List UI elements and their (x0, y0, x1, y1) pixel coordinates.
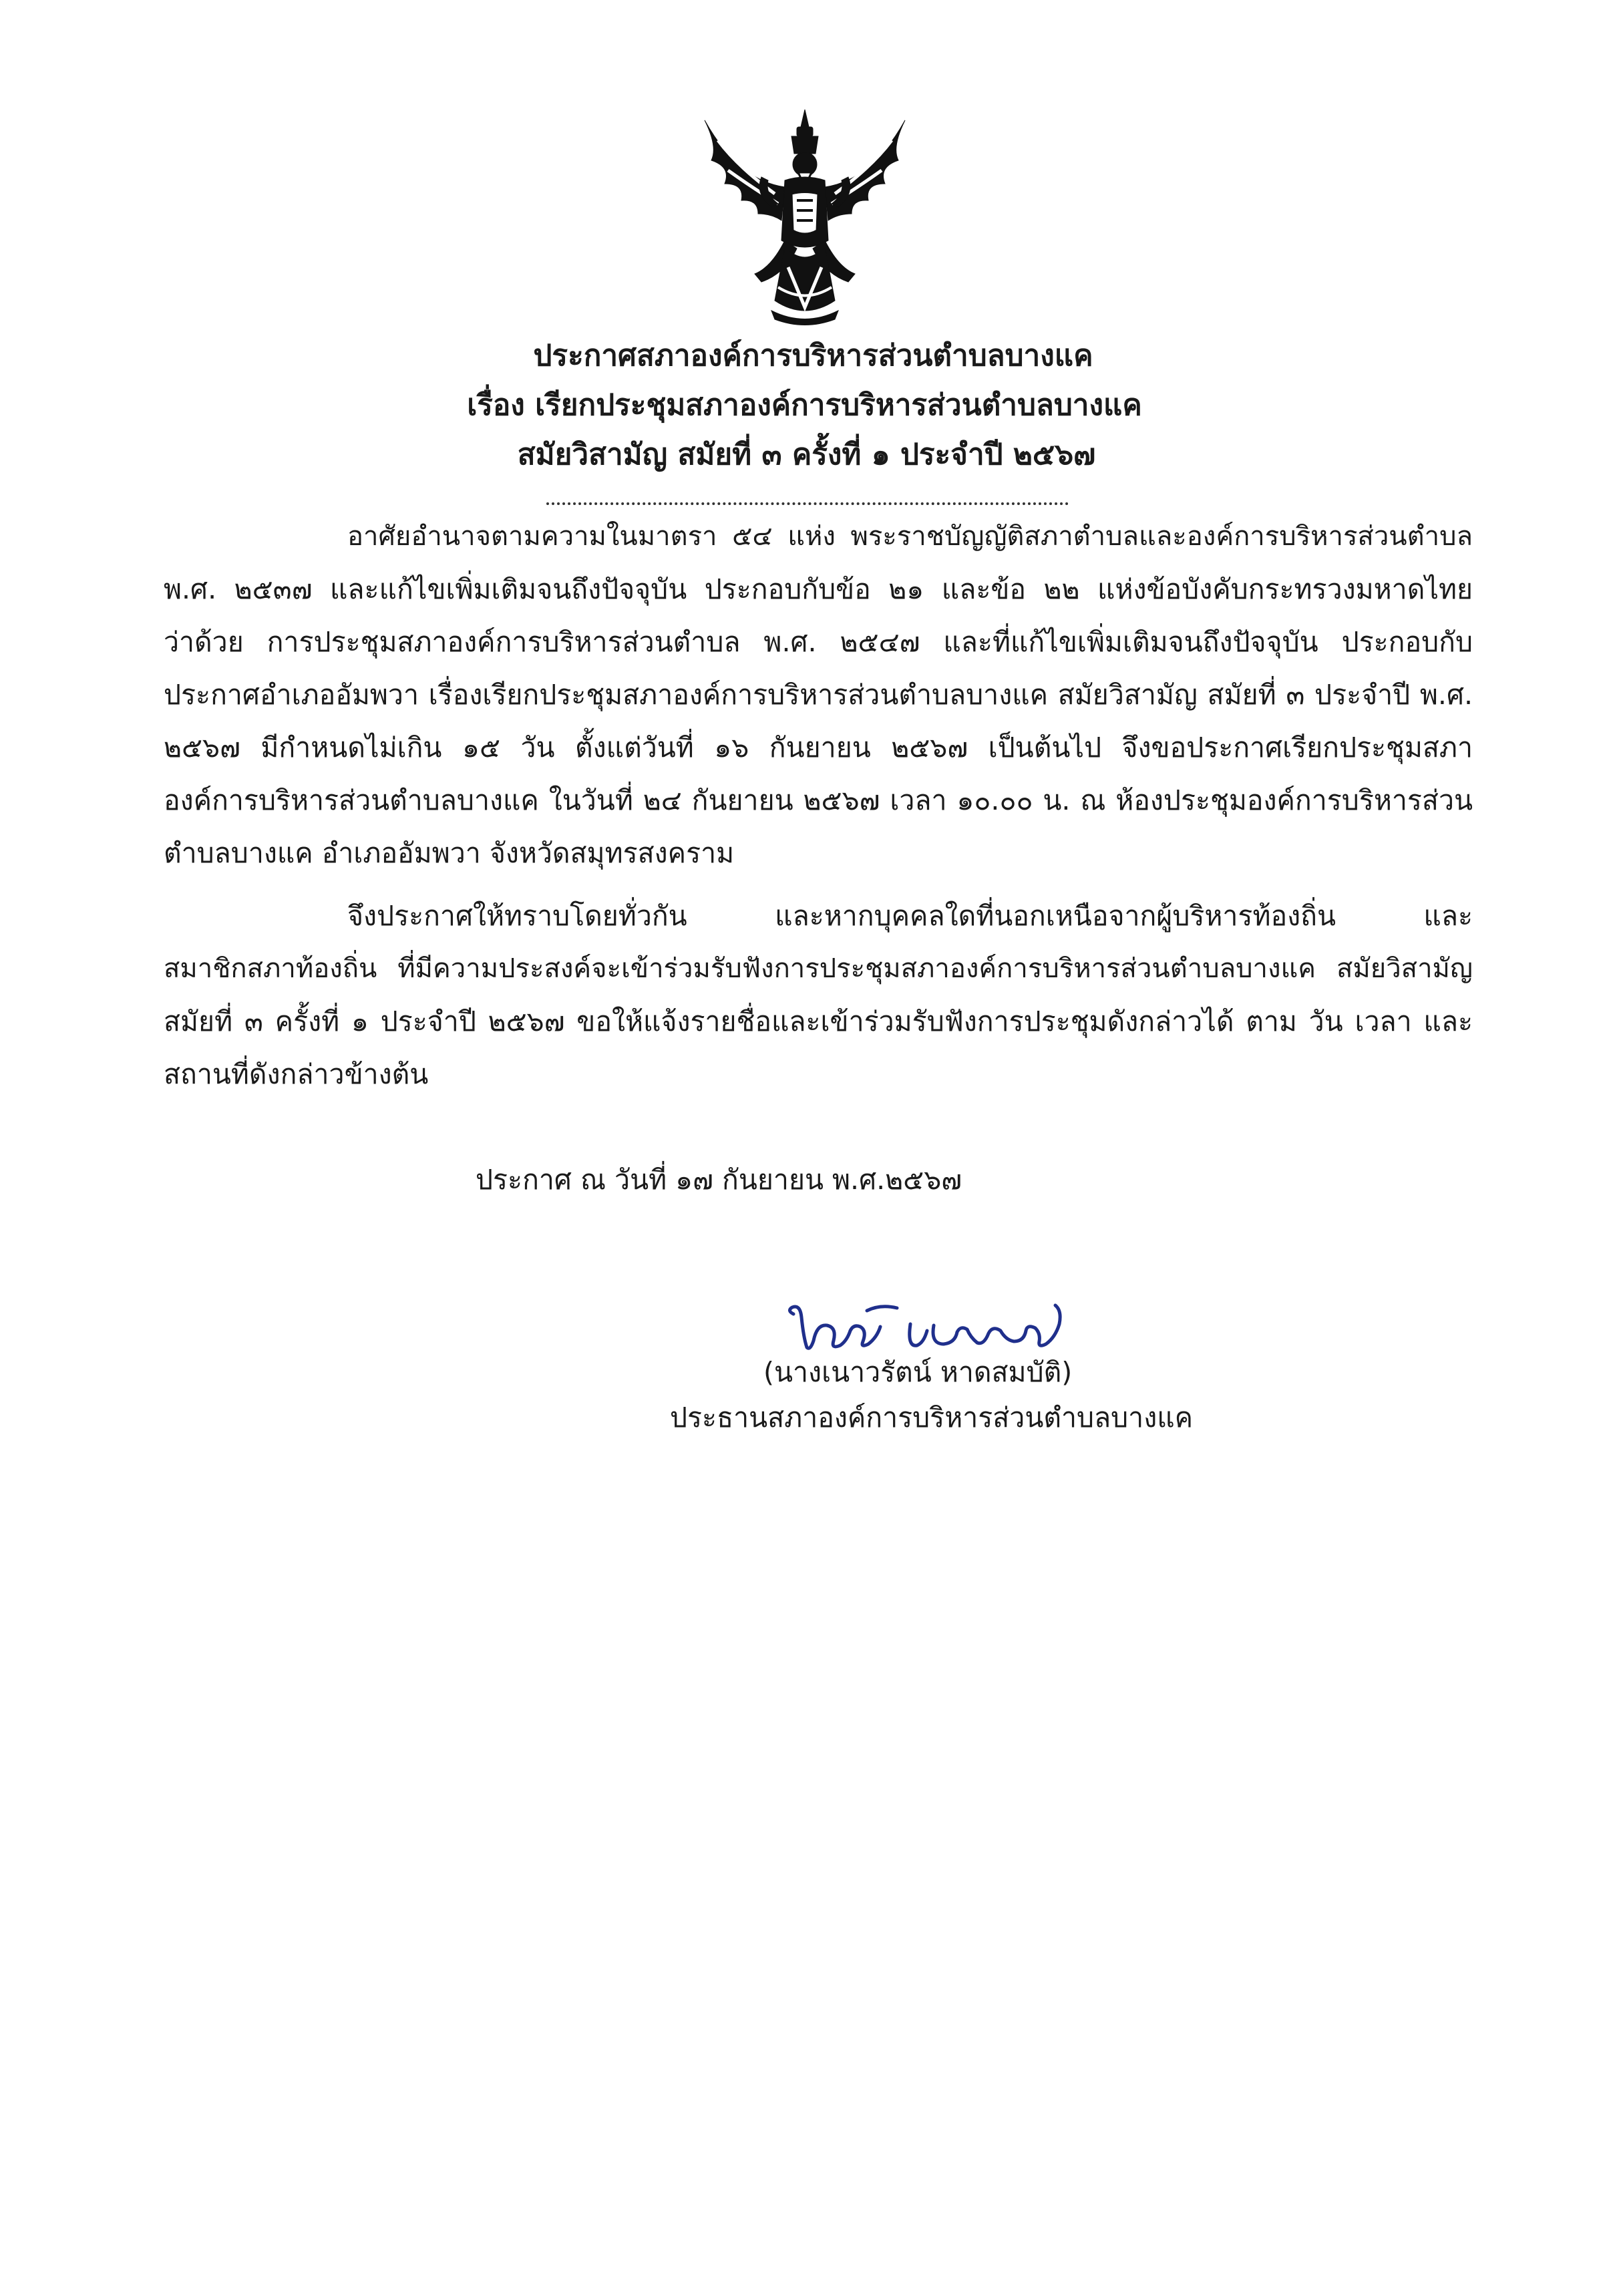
paragraph-line: ว่าด้วย การประชุมสภาองค์การบริหารส่วนตำบล พ.ศ. ๒๕๔๗ และที่แก้ไขเพิ่มเติมจนถึงปัจจุบัน ประกอบกับ (164, 626, 1473, 658)
paragraph-line: จึงประกาศให้ทราบโดยทั่วกัน และหากบุคคลใดที่นอกเหนือจากผู้บริหารท้องถิ่น และ (347, 900, 1473, 932)
paragraph-line: ตำบลบางแค อำเภออัมพวา จังหวัดสมุทรสงคราม (164, 837, 735, 869)
session-line: สมัยวิสามัญ สมัยที่ ๓ ครั้งที่ ๑ ประจำปี ๒๕๖๗ (517, 438, 1096, 472)
garuda-emblem-icon (691, 107, 918, 327)
paragraph-authority (164, 510, 1473, 880)
paragraph-line: อาศัยอำนาจตามความในมาตรา ๕๔ แห่ง พระราชบัญญัติสภาตำบลและองค์การบริหารส่วนตำบล (347, 521, 1473, 552)
paragraph-line: สมัยที่ ๓ ครั้งที่ ๑ ประจำปี ๒๕๖๗ ขอให้แจ้งรายชื่อและเข้าร่วมรับฟังการประชุมดังกล่าวได้ ตาม วัน เวลา และ (164, 1005, 1473, 1037)
signer-name: (นางเนาวรัตน์ หาดสมบัติ) (763, 1356, 1073, 1388)
paragraph-notice (164, 890, 1473, 1101)
document-subject: เรื่อง เรียกประชุมสภาองค์การบริหารส่วนตำบลบางแค (467, 388, 1142, 422)
paragraph-line: ประกาศอำเภออัมพวา เรื่องเรียกประชุมสภาองค์การบริหารส่วนตำบลบางแค สมัยวิสามัญ สมัยที่ ๓ ประจำปี พ.ศ. (164, 679, 1473, 711)
paragraph-line: สถานที่ดังกล่าวข้างต้น (164, 1058, 429, 1090)
paragraph-line: พ.ศ. ๒๕๓๗ และแก้ไขเพิ่มเติมจนถึงปัจจุบัน ประกอบกับข้อ ๒๑ และข้อ ๒๒ แห่งข้อบังคับกระทรวงมหาดไทย (164, 573, 1473, 605)
signer-title: ประธานสภาองค์การบริหารส่วนตำบลบางแค (670, 1402, 1194, 1434)
proclamation-date: ประกาศ ณ วันที่ ๑๗ กันยายน พ.ศ.๒๕๖๗ (476, 1164, 962, 1196)
header-divider (546, 502, 1069, 505)
paragraph-line: องค์การบริหารส่วนตำบลบางแค ในวันที่ ๒๔ กันยายน ๒๕๖๗ เวลา ๑๐.๐๐ น. ณ ห้องประชุมองค์การบริหารส่วน (164, 784, 1473, 816)
paragraph-line: สมาชิกสภาท้องถิ่น ที่มีความประสงค์จะเข้าร่วมรับฟังการประชุมสภาองค์การบริหารส่วนตำบลบางแค สมัยวิสามัญ (164, 953, 1473, 984)
paragraph-line: ๒๕๖๗ มีกำหนดไม่เกิน ๑๕ วัน ตั้งแต่วันที่ ๑๖ กันยายน ๒๕๖๗ เป็นต้นไป จึงขอประกาศเรียกประชุมสภา (164, 731, 1473, 764)
document-header (0, 331, 1609, 480)
document-title: ประกาศสภาองค์การบริหารส่วนตำบลบางแค (533, 339, 1093, 373)
